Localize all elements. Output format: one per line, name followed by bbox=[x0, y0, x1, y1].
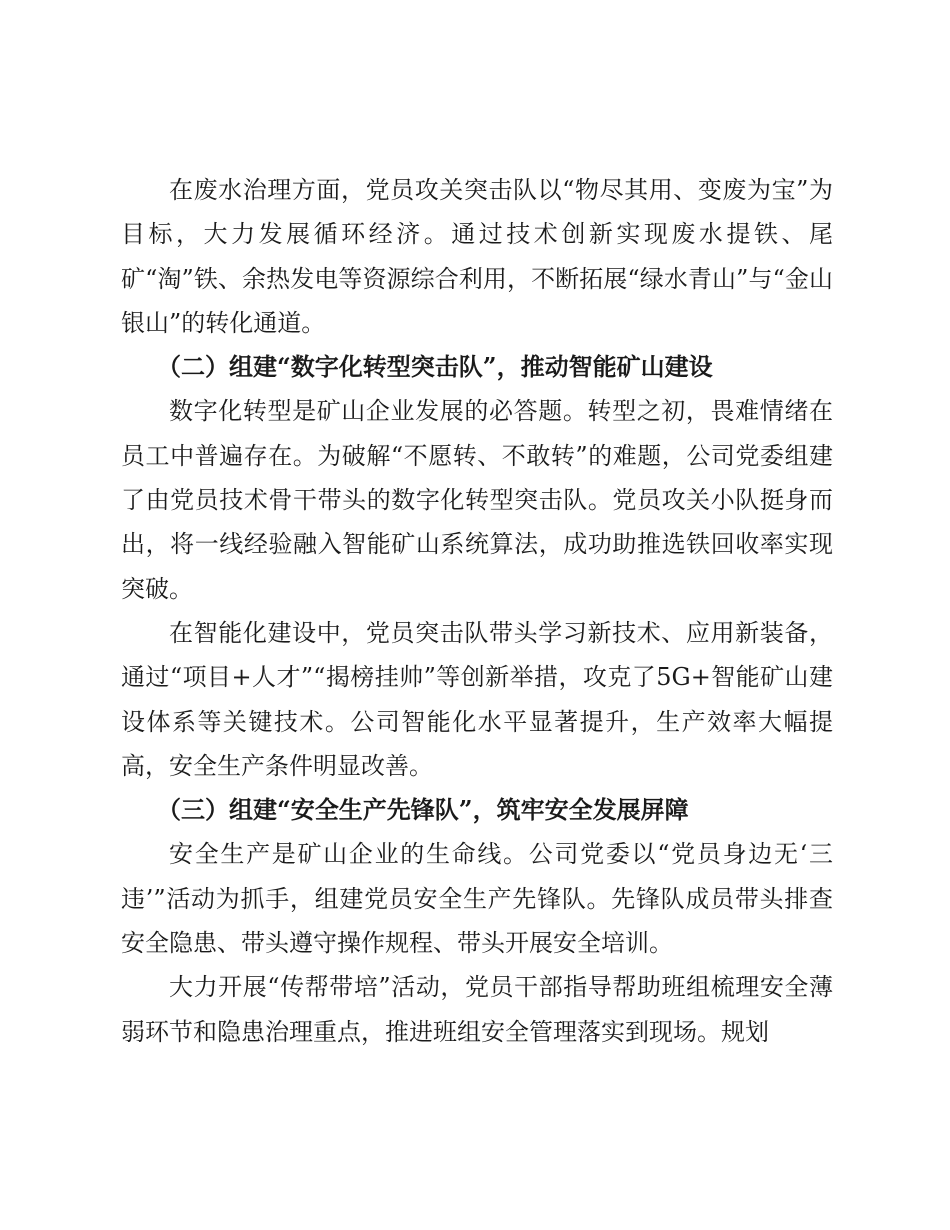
paragraph-digital-transformation: 数字化转型是矿山企业发展的必答题。转型之初，畏难情绪在员工中普遍存在。为破解“不愿转、不敢转”的难题，公司党委组建了由党员技术骨干带头的数字化转型突击队。党员攻关小队挺身而出，将一线经验融入智能矿山系统算法，成功助推选铁回收率实现突破。 bbox=[121, 397, 833, 603]
paragraph-wastewater: 在废水治理方面，党员攻关突击队以“物尽其用、变废为宝”为目标，大力发展循环经济。通过技术创新实现废水提铁、尾矿“淘”铁、余热发电等资源综合利用，不断拓展“绿水青山”与“金山银山”的转化通道。 bbox=[121, 176, 833, 337]
paragraph-safety-production: 安全生产是矿山企业的生命线。公司党委以“党员身边无‘三违’”活动为抓手，组建党员安全生产先锋队。先锋队成员带头排查安全隐患、带头遵守操作规程、带头开展安全培训。 bbox=[121, 840, 833, 958]
section-heading-digital: （二）组建“数字化转型突击队”，推动智能矿山建设 bbox=[157, 352, 713, 382]
paragraph-mentoring: 大力开展“传帮带培”活动，党员干部指导帮助班组梳理安全薄弱环节和隐患治理重点，推进班组安全管理落实到现场。规划 bbox=[121, 973, 833, 1046]
document-body bbox=[121, 168, 833, 1054]
paragraph-intelligent-construction: 在智能化建设中，党员突击队带头学习新技术、应用新装备，通过“项目+人才”“揭榜挂帅”等创新举措，攻克了5G+智能矿山建设体系等关键技术。公司智能化水平显著提升，生产效率大幅提高，安全生产条件明显改善。 bbox=[121, 618, 833, 780]
section-heading-safety: （三）组建“安全生产先锋队”，筑牢安全发展屏障 bbox=[157, 795, 689, 825]
